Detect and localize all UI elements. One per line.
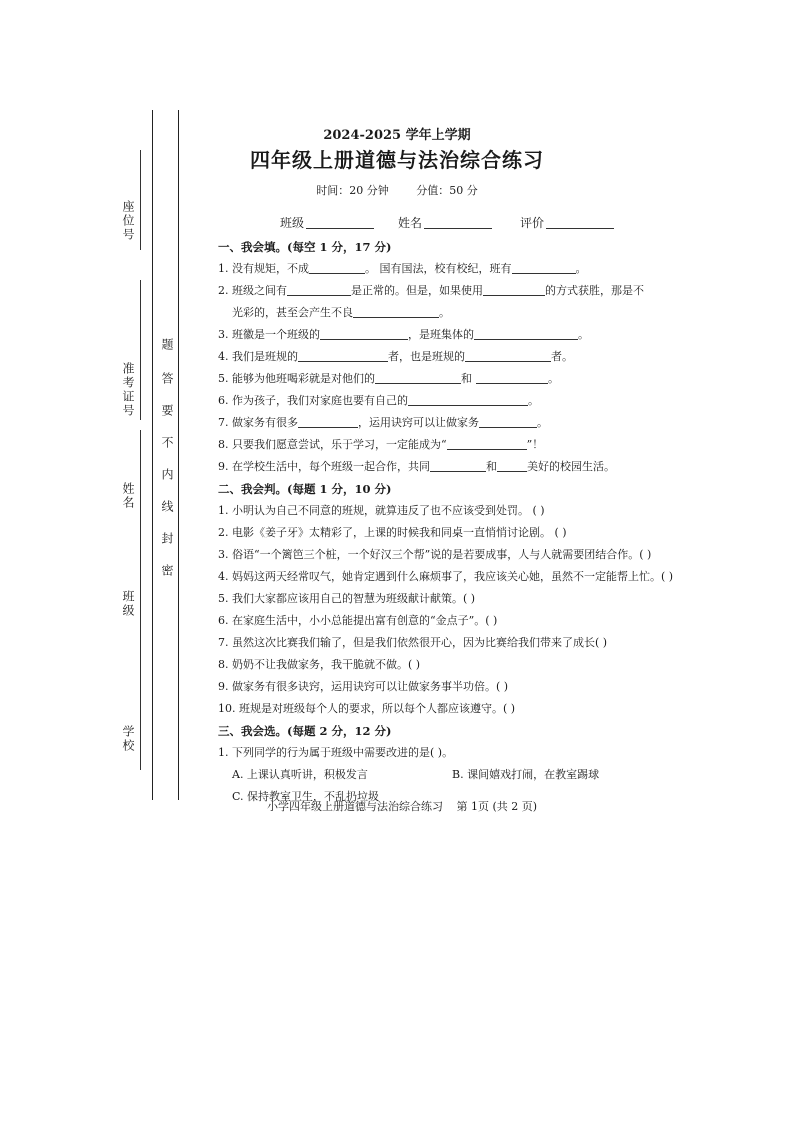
- fill-q8: 8. 只要我们愿意尝试，乐于学习，一定能成为“ ”！: [218, 438, 544, 451]
- margin-line-left: [152, 110, 153, 800]
- school-label: 学校: [121, 725, 135, 753]
- judge-q3[interactable]: 3. 俗语“一个篱笆三个桩，一个好汉三个帮”说的是若要成事，人与人就需要团结合作。( ): [218, 548, 652, 561]
- name-field: [398, 214, 492, 231]
- blank[interactable]: [479, 415, 537, 428]
- judge-q8[interactable]: 8. 奶奶不让我做家务，我干脆就不做。( ): [218, 658, 421, 671]
- eval-field: [520, 214, 614, 231]
- judge-q10[interactable]: 10. 班规是对班级每个人的要求，所以每个人都应该遵守。( ): [218, 702, 516, 715]
- class-field-label: 班级: [280, 216, 305, 230]
- choice-q1: 1. 下列同学的行为属于班级中需要改进的是( )。: [218, 746, 454, 759]
- class-label: 班级: [121, 590, 135, 618]
- judge-q2[interactable]: 2. 电影《姜子牙》太精彩了，上课的时候我和同桌一直悄悄讨论剧。 ( ): [218, 526, 567, 539]
- blank[interactable]: [465, 349, 551, 362]
- judge-q7[interactable]: 7. 虽然这次比赛我们输了，但是我们依然很开心，因为比赛给我们带来了成长( ): [218, 636, 608, 649]
- exam-content: [218, 236, 674, 808]
- judge-q4[interactable]: 4. 妈妈这两天经常叹气，她肯定遇到什么麻烦事了，我应该关心她，虽然不一定能帮上忙。( ): [218, 570, 674, 583]
- blank[interactable]: [287, 283, 351, 296]
- class-line: [140, 540, 141, 660]
- fill-q2-cont: 光彩的，甚至会产生不良 。: [232, 306, 450, 319]
- margin-line-right: [178, 110, 179, 800]
- judge-q1[interactable]: 1. 小明认为自己不同意的班规，就算违反了也不应该受到处罚。 ( ): [218, 504, 545, 517]
- footer-title: 小学四年级上册道德与法治综合练习: [266, 800, 443, 813]
- option-a[interactable]: A. 上课认真听讲，积极发言: [232, 768, 368, 781]
- page-title: 四年级上册道德与法治综合练习: [250, 148, 544, 172]
- name-field-label: 姓名: [398, 216, 423, 230]
- name-label: 姓名: [121, 482, 135, 510]
- total-score: 分值：50 分: [416, 184, 478, 197]
- seal-char-6: 线: [160, 500, 174, 512]
- class-blank[interactable]: [306, 228, 374, 229]
- blank[interactable]: [408, 393, 528, 406]
- exam-meta: [0, 182, 794, 198]
- section-2-title: 二、我会判。(每题 1 分，10 分): [218, 482, 392, 496]
- exam-no-label: 准考证号: [121, 362, 135, 418]
- page-number: 第 1页 (共 2 页): [456, 800, 538, 813]
- eval-blank[interactable]: [546, 228, 614, 229]
- time-limit: 时间：20 分钟: [316, 184, 389, 197]
- fill-q5: 5. 能够为他班喝彩就是对他们的 和 。: [218, 372, 559, 385]
- fill-q2: 2. 班级之间有 是正常的。但是，如果使用 的方式获胜，那是不: [218, 284, 644, 297]
- choice-q1-options-ab: [218, 764, 658, 786]
- blank[interactable]: [512, 261, 576, 274]
- exam-no-line: [140, 280, 141, 420]
- seat-label: 座位号: [121, 200, 135, 242]
- class-field: [280, 214, 374, 231]
- blank[interactable]: [483, 283, 545, 296]
- school-year: 2024-2025 学年上学期: [323, 128, 471, 143]
- blank[interactable]: [476, 371, 548, 384]
- seal-char-4: 不: [160, 436, 174, 448]
- fill-q3: 3. 班徽是一个班级的 ，是班集体的 。: [218, 328, 589, 341]
- name-line: [140, 430, 141, 540]
- fill-q4: 4. 我们是班规的 者，也是班规的 者。: [218, 350, 573, 363]
- blank[interactable]: [430, 459, 486, 472]
- blank[interactable]: [298, 415, 358, 428]
- fill-q7: 7. 做家务有很多 ，运用诀窍可以让做家务 。: [218, 416, 548, 429]
- seal-char-5: 内: [160, 468, 174, 480]
- blank[interactable]: [353, 305, 439, 318]
- blank[interactable]: [474, 327, 578, 340]
- seal-char-3: 要: [160, 404, 174, 416]
- section-1-title: 一、我会填。(每空 1 分，17 分): [218, 240, 392, 254]
- seal-char-8: 密: [160, 564, 174, 576]
- fill-q9: 9. 在学校生活中，每个班级一起合作，共同 和 美好的校园生活。: [218, 460, 615, 473]
- fill-q1: 1. 没有规矩，不成 。 国有国法，校有校纪，班有 。: [218, 262, 587, 275]
- judge-q5[interactable]: 5. 我们大家都应该用自己的智慧为班级献计献策。( ): [218, 592, 476, 605]
- blank[interactable]: [375, 371, 461, 384]
- blank[interactable]: [309, 261, 365, 274]
- school-line: [140, 660, 141, 770]
- seal-char-7: 封: [160, 532, 174, 544]
- eval-field-label: 评价: [520, 216, 545, 230]
- section-3-title: 三、我会选。(每题 2 分，12 分): [218, 724, 392, 738]
- option-b[interactable]: B. 课间嬉戏打闹，在教室踢球: [452, 768, 600, 781]
- option-c[interactable]: C. 保持教室卫生，不乱扔垃圾: [232, 790, 380, 803]
- page-footer: [0, 798, 794, 814]
- seal-char-2: 答: [160, 372, 174, 384]
- judge-q9[interactable]: 9. 做家务有很多诀窍，运用诀窍可以让做家务事半功倍。( ): [218, 680, 509, 693]
- blank[interactable]: [447, 437, 527, 450]
- judge-q6[interactable]: 6. 在家庭生活中，小小总能提出富有创意的“金点子”。( ): [218, 614, 498, 627]
- blank[interactable]: [320, 327, 408, 340]
- blank[interactable]: [298, 349, 388, 362]
- name-blank[interactable]: [424, 228, 492, 229]
- blank[interactable]: [497, 459, 527, 472]
- seal-char-1: 题: [160, 338, 174, 350]
- fill-q6: 6. 作为孩子，我们对家庭也要有自己的 。: [218, 394, 539, 407]
